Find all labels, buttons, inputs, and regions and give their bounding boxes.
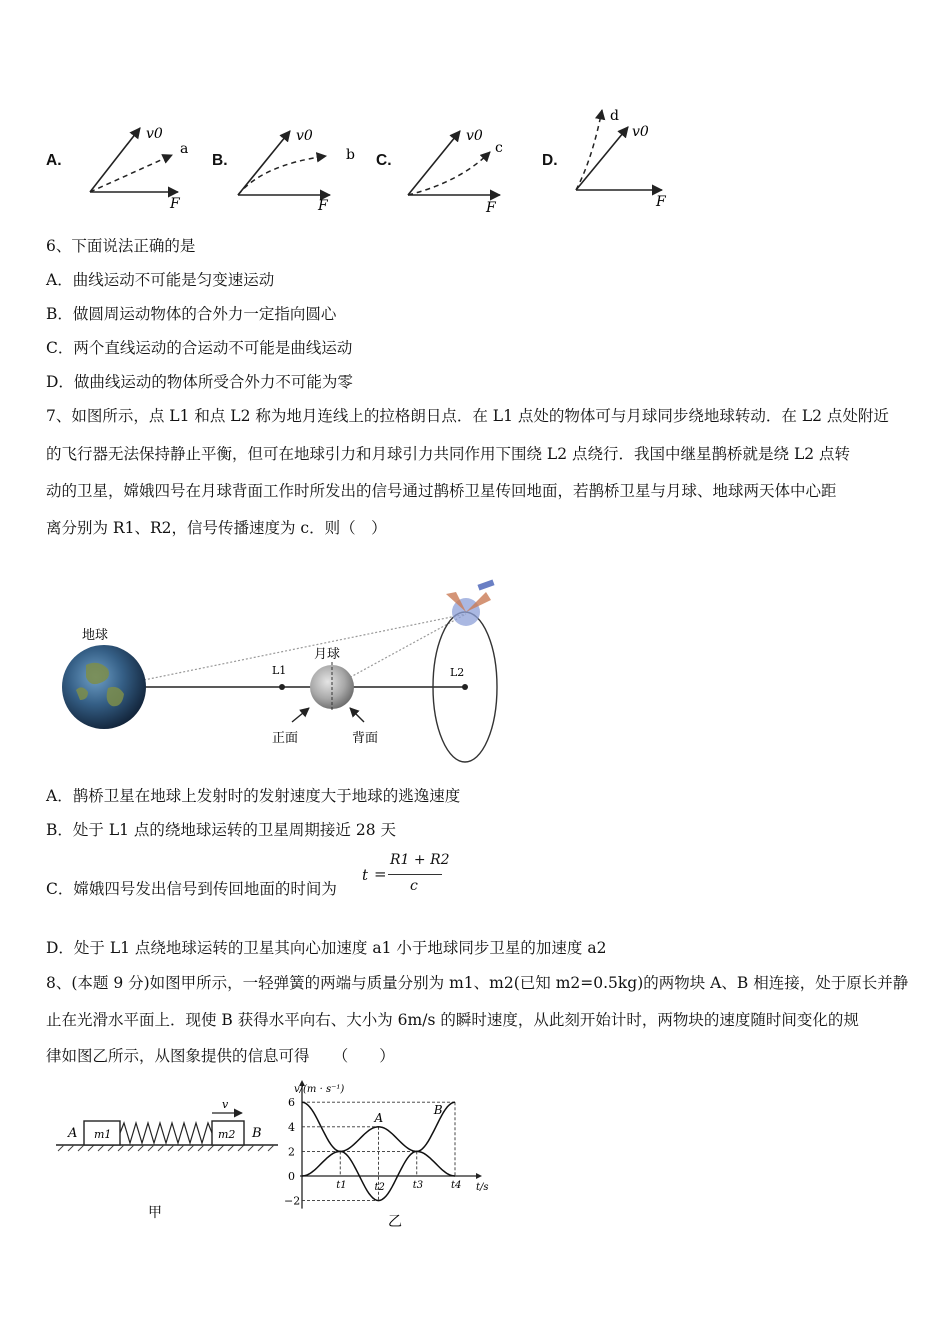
- diagram-a: [90, 126, 188, 212]
- label-vec-a: a: [180, 141, 189, 157]
- label-v0-b: v0: [296, 128, 313, 144]
- front-label: 正面: [272, 731, 299, 746]
- vt-ylabel: v/(m · s⁻¹): [294, 1084, 345, 1095]
- vt-ytick-4: −2: [284, 1194, 301, 1208]
- m2-label: m2: [218, 1128, 236, 1141]
- label-vec-d: d: [610, 108, 619, 124]
- figure-yi-caption: 乙: [388, 1214, 402, 1230]
- q6-stem: 6、下面说法正确的是: [46, 237, 196, 255]
- option-d-label[interactable]: D.: [542, 152, 558, 169]
- earth-icon: [62, 645, 146, 729]
- block-b-label: B: [252, 1126, 262, 1141]
- vt-xlabel: t/s: [476, 1182, 489, 1193]
- label-f-d: F: [656, 194, 666, 210]
- option-b-label[interactable]: B.: [212, 152, 228, 169]
- q8-stem-line3: 律如图乙所示，从图象提供的信息可得 （ ）: [46, 1047, 395, 1065]
- v-label: v: [222, 1098, 229, 1111]
- q7-option-b[interactable]: B．处于 L1 点的绕地球运转的卫星周期接近 28 天: [46, 821, 396, 839]
- q6-option-b[interactable]: B．做圆周运动物体的合外力一定指向圆心: [46, 305, 337, 323]
- figure-jia: [46, 1085, 286, 1235]
- vt-xtick-3: t3: [412, 1180, 424, 1191]
- vt-ytick-1: 4: [288, 1120, 295, 1134]
- q7-stem-line4: 离分别为 R1、R2，信号传播速度为 c．则（ ）: [46, 519, 387, 537]
- vt-x-arrow: [476, 1173, 482, 1179]
- q7-stem-line1: 7、如图所示，点 L1 和点 L2 称为地月连线上的拉格朗日点．在 L1 点处的物体可与月球同步绕地球转动．在 L2 点处附近: [46, 407, 889, 425]
- label-vec-b: b: [346, 147, 355, 163]
- spring: [120, 1123, 212, 1143]
- q6-option-a[interactable]: A．曲线运动不可能是匀变速运动: [46, 271, 275, 289]
- figure-jia-caption: 甲: [148, 1205, 162, 1221]
- q7-option-d[interactable]: D．处于 L1 点绕地球运转的卫星其向心加速度 a1 小于地球同步卫星的加速度 a2: [46, 939, 607, 957]
- option-c-label[interactable]: C.: [376, 152, 392, 169]
- vt-ytick-3: 0: [288, 1170, 295, 1183]
- vt-ytick-2: 2: [288, 1145, 295, 1159]
- q7-stem-line3: 动的卫星，嫦娥四号在月球背面工作时所发出的信号通过鹊桥卫星传回地面，若鹊桥卫星与月球、地球两天体中心距: [46, 482, 837, 500]
- label-v0-c: v0: [466, 128, 483, 144]
- vt-xtick-1: t1: [336, 1180, 347, 1191]
- l2-point: [462, 684, 468, 690]
- q6-option-c[interactable]: C．两个直线运动的合运动不可能是曲线运动: [46, 339, 353, 357]
- l2-label: L2: [450, 666, 465, 679]
- q8-stem-line2: 止在光滑水平面上．现使 B 获得水平向右、大小为 6m/s 的瞬时速度，从此刻开始计时，两物块的速度随时间变化的规: [46, 1011, 859, 1029]
- vt-xtick-2: t2: [374, 1182, 385, 1193]
- q7-option-c-formula: t = R1 + R2 c: [362, 852, 450, 894]
- earth-label: 地球: [82, 628, 109, 643]
- figure-yi-chart: [280, 1078, 510, 1238]
- label-vec-c: c: [495, 140, 503, 156]
- block-a-label: A: [68, 1126, 78, 1141]
- label-v0-a: v0: [146, 126, 163, 142]
- vt-ytick-0: 6: [288, 1096, 295, 1110]
- q7-option-c[interactable]: C．嫦娥四号发出信号到传回地面的时间为: [46, 880, 337, 898]
- q8-stem-line1: 8、(本题 9 分)如图甲所示，一轻弹簧的两端与质量分别为 m1、m2(已知 m2=0.5kg)的两物块 A、B 相连接，处于原长并静: [46, 974, 909, 992]
- q5-vector-diagrams: [0, 100, 950, 220]
- diagram-b: [238, 128, 355, 214]
- back-label: 背面: [352, 731, 379, 746]
- label-f-a: F: [170, 196, 180, 212]
- earth-moon-figure: [46, 570, 516, 770]
- option-a-label[interactable]: A.: [46, 152, 62, 169]
- vt-xtick-4: t4: [451, 1180, 462, 1191]
- q7-stem-line2: 的飞行器无法保持静止平衡，但可在地球引力和月球引力共同作用下围绕 L2 点绕行．我国中继星鹊桥就是绕 L2 点转: [46, 445, 851, 463]
- diagram-c: [408, 128, 503, 216]
- m1-label: m1: [94, 1128, 112, 1141]
- l1-point: [279, 684, 285, 690]
- q7-option-a[interactable]: A．鹊桥卫星在地球上发射时的发射速度大于地球的逃逸速度: [46, 787, 461, 805]
- diagram-d: [576, 108, 667, 210]
- label-f-b: F: [318, 198, 328, 214]
- l1-label: L1: [272, 664, 287, 677]
- vt-curve-b-label: B: [433, 1103, 443, 1118]
- relay-satellite-icon: [446, 579, 495, 626]
- q6-option-d[interactable]: D．做曲线运动的物体所受合外力不可能为零: [46, 373, 353, 391]
- label-v0-d: v0: [632, 124, 649, 140]
- vt-curve-a-label: A: [374, 1110, 384, 1125]
- label-f-c: F: [486, 200, 496, 216]
- moon-label: 月球: [314, 647, 341, 662]
